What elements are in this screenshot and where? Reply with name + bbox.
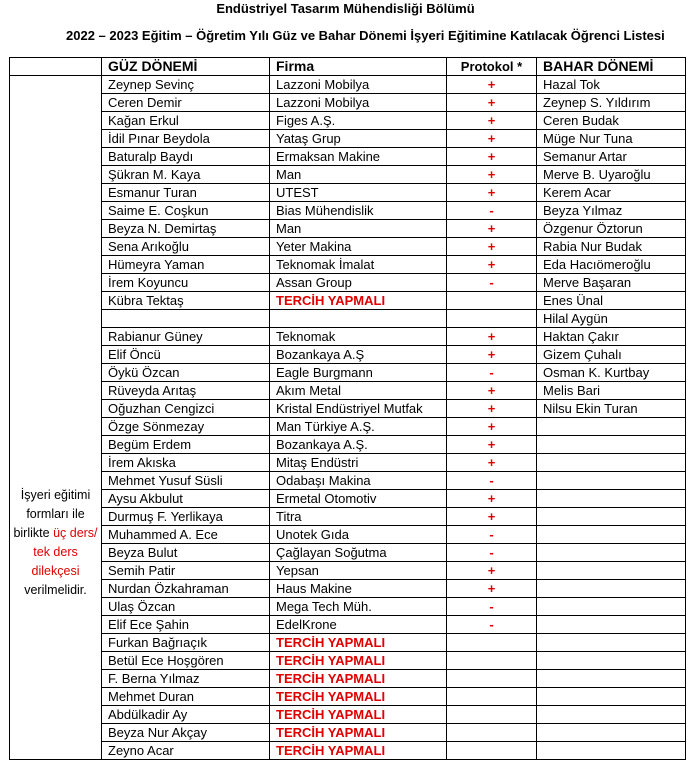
- protokol-mark: +: [447, 382, 537, 400]
- header-bahar: BAHAR DÖNEMİ: [537, 58, 686, 76]
- bahar-student: Kerem Acar: [537, 184, 686, 202]
- table-row: [10, 724, 686, 742]
- firma-name: Man Türkiye A.Ş.: [270, 418, 447, 436]
- firma-name: Mitaş Endüstri: [270, 454, 447, 472]
- guz-student: Begüm Erdem: [102, 436, 270, 454]
- guz-student: Zeynep Sevinç: [102, 76, 270, 94]
- bahar-student: [537, 670, 686, 688]
- protokol-mark: -: [447, 364, 537, 382]
- guz-student: Muhammed A. Ece: [102, 526, 270, 544]
- protokol-mark: +: [447, 112, 537, 130]
- protokol-mark: +: [447, 130, 537, 148]
- bahar-student: Rabia Nur Budak: [537, 238, 686, 256]
- table-body: [10, 76, 686, 760]
- protokol-mark: +: [447, 508, 537, 526]
- protokol-mark: [447, 724, 537, 742]
- table-row: [10, 544, 686, 562]
- bahar-student: Enes Ünal: [537, 292, 686, 310]
- bahar-student: [537, 526, 686, 544]
- table-row: [10, 688, 686, 706]
- firma-name: Unotek Gıda: [270, 526, 447, 544]
- table-row: [10, 292, 686, 310]
- guz-student: Sena Arıkoğlu: [102, 238, 270, 256]
- guz-student: Zeyno Acar: [102, 742, 270, 760]
- protokol-mark: +: [447, 328, 537, 346]
- guz-student: Rabianur Güney: [102, 328, 270, 346]
- bahar-student: [537, 742, 686, 760]
- firma-name: Bozankaya A.Ş: [270, 346, 447, 364]
- guz-student: Elif Öncü: [102, 346, 270, 364]
- table-row: [10, 310, 686, 328]
- protokol-mark: +: [447, 418, 537, 436]
- firma-name: Yeter Makina: [270, 238, 447, 256]
- table-row: [10, 184, 686, 202]
- side-note-part2: üç ders/ tek ders dilekçesi: [31, 526, 98, 579]
- firma-name: Kristal Endüstriyel Mutfak: [270, 400, 447, 418]
- bahar-student: Beyza Yılmaz: [537, 202, 686, 220]
- protokol-mark: +: [447, 256, 537, 274]
- guz-student: Beyza Bulut: [102, 544, 270, 562]
- guz-student: Oğuzhan Cengizci: [102, 400, 270, 418]
- table-row: [10, 526, 686, 544]
- bahar-student: [537, 490, 686, 508]
- guz-student: Kübra Tektaş: [102, 292, 270, 310]
- table-row: [10, 508, 686, 526]
- firma-name: Teknomak İmalat: [270, 256, 447, 274]
- bahar-student: Hilal Aygün: [537, 310, 686, 328]
- side-note-part1: İşyeri eğitimi formları ile birlikte: [13, 488, 91, 541]
- guz-student: Aysu Akbulut: [102, 490, 270, 508]
- guz-student: [102, 310, 270, 328]
- firma-name: TERCİH YAPMALI: [270, 670, 447, 688]
- bahar-student: Müge Nur Tuna: [537, 130, 686, 148]
- firma-name: UTEST: [270, 184, 447, 202]
- firma-name: TERCİH YAPMALI: [270, 706, 447, 724]
- guz-student: Beyza N. Demirtaş: [102, 220, 270, 238]
- firma-name: TERCİH YAPMALI: [270, 292, 447, 310]
- table-row: [10, 238, 686, 256]
- table-row: [10, 580, 686, 598]
- bahar-student: Nilsu Ekin Turan: [537, 400, 686, 418]
- header-firma: Firma: [270, 58, 447, 76]
- firma-name: Eagle Burgmann: [270, 364, 447, 382]
- table-row: [10, 652, 686, 670]
- protokol-mark: +: [447, 148, 537, 166]
- protokol-mark: -: [447, 616, 537, 634]
- bahar-student: [537, 562, 686, 580]
- firma-name: Odabaşı Makina: [270, 472, 447, 490]
- bahar-student: Merve B. Uyaroğlu: [537, 166, 686, 184]
- protokol-mark: +: [447, 490, 537, 508]
- table-row: [10, 220, 686, 238]
- firma-name: Assan Group: [270, 274, 447, 292]
- firma-name: TERCİH YAPMALI: [270, 724, 447, 742]
- bahar-student: Melis Bari: [537, 382, 686, 400]
- guz-student: Elif Ece Şahin: [102, 616, 270, 634]
- guz-student: İrem Akıska: [102, 454, 270, 472]
- protokol-mark: [447, 706, 537, 724]
- document-title: Endüstriyel Tasarım Mühendisliği Bölümü: [216, 1, 475, 16]
- firma-name: TERCİH YAPMALI: [270, 634, 447, 652]
- guz-student: Furkan Bağrıaçık: [102, 634, 270, 652]
- protokol-mark: [447, 292, 537, 310]
- table-row: [10, 382, 686, 400]
- guz-student: Mehmet Yusuf Süsli: [102, 472, 270, 490]
- bahar-student: [537, 706, 686, 724]
- table-row: [10, 418, 686, 436]
- guz-student: Öykü Özcan: [102, 364, 270, 382]
- table-row: [10, 364, 686, 382]
- bahar-student: Osman K. Kurtbay: [537, 364, 686, 382]
- table-row: [10, 598, 686, 616]
- bahar-student: Semanur Artar: [537, 148, 686, 166]
- guz-student: Betül Ece Hoşgören: [102, 652, 270, 670]
- empty-side-cell: [10, 76, 102, 328]
- protokol-mark: +: [447, 220, 537, 238]
- header-empty: [10, 58, 102, 76]
- protokol-mark: +: [447, 184, 537, 202]
- protokol-mark: -: [447, 544, 537, 562]
- bahar-student: Gizem Çuhalı: [537, 346, 686, 364]
- protokol-mark: [447, 670, 537, 688]
- guz-student: Hümeyra Yaman: [102, 256, 270, 274]
- guz-student: Abdülkadir Ay: [102, 706, 270, 724]
- bahar-student: Hazal Tok: [537, 76, 686, 94]
- firma-name: TERCİH YAPMALI: [270, 652, 447, 670]
- table-row: [10, 670, 686, 688]
- firma-name: Haus Makine: [270, 580, 447, 598]
- firma-name: Bozankaya A.Ş.: [270, 436, 447, 454]
- firma-name: Çağlayan Soğutma: [270, 544, 447, 562]
- bahar-student: [537, 454, 686, 472]
- protokol-mark: +: [447, 400, 537, 418]
- protokol-mark: [447, 310, 537, 328]
- protokol-mark: +: [447, 346, 537, 364]
- protokol-mark: [447, 652, 537, 670]
- student-list-table: [9, 57, 686, 760]
- firma-name: TERCİH YAPMALI: [270, 742, 447, 760]
- guz-student: Ceren Demir: [102, 94, 270, 112]
- protokol-mark: +: [447, 580, 537, 598]
- table-row: [10, 112, 686, 130]
- table-row: [10, 706, 686, 724]
- table-header-row: [10, 58, 686, 76]
- header-protokol: Protokol *: [447, 58, 537, 76]
- bahar-student: [537, 436, 686, 454]
- table-row: [10, 634, 686, 652]
- firma-name: [270, 310, 447, 328]
- firma-name: Ermetal Otomotiv: [270, 490, 447, 508]
- firma-name: EdelKrone: [270, 616, 447, 634]
- guz-student: Nurdan Özkahraman: [102, 580, 270, 598]
- table-row: [10, 436, 686, 454]
- guz-student: Mehmet Duran: [102, 688, 270, 706]
- protokol-mark: -: [447, 472, 537, 490]
- protokol-mark: +: [447, 454, 537, 472]
- protokol-mark: +: [447, 238, 537, 256]
- protokol-mark: +: [447, 436, 537, 454]
- protokol-mark: +: [447, 562, 537, 580]
- guz-student: Şükran M. Kaya: [102, 166, 270, 184]
- table-row: [10, 616, 686, 634]
- guz-student: Baturalp Baydı: [102, 148, 270, 166]
- bahar-student: Merve Başaran: [537, 274, 686, 292]
- table-row: [10, 472, 686, 490]
- table-row: [10, 202, 686, 220]
- table-row: [10, 328, 686, 346]
- table-row: [10, 490, 686, 508]
- table-row: [10, 400, 686, 418]
- protokol-mark: [447, 634, 537, 652]
- table-row: [10, 256, 686, 274]
- guz-student: Semih Patir: [102, 562, 270, 580]
- bahar-student: [537, 418, 686, 436]
- table-row: [10, 130, 686, 148]
- protokol-mark: +: [447, 166, 537, 184]
- firma-name: Ermaksan Makine: [270, 148, 447, 166]
- bahar-student: [537, 724, 686, 742]
- guz-student: F. Berna Yılmaz: [102, 670, 270, 688]
- table-row: [10, 274, 686, 292]
- guz-student: Esmanur Turan: [102, 184, 270, 202]
- guz-student: Rüveyda Arıtaş: [102, 382, 270, 400]
- protokol-mark: -: [447, 526, 537, 544]
- firma-name: Figes A.Ş.: [270, 112, 447, 130]
- protokol-mark: -: [447, 202, 537, 220]
- protokol-mark: -: [447, 274, 537, 292]
- bahar-student: [537, 508, 686, 526]
- firma-name: Bias Mühendislik: [270, 202, 447, 220]
- bahar-student: Zeynep S. Yıldırım: [537, 94, 686, 112]
- table-row: [10, 94, 686, 112]
- bahar-student: Haktan Çakır: [537, 328, 686, 346]
- header-guz: GÜZ DÖNEMİ: [102, 58, 270, 76]
- bahar-student: Ceren Budak: [537, 112, 686, 130]
- bahar-student: [537, 472, 686, 490]
- side-note: [10, 328, 102, 760]
- table-row: [10, 148, 686, 166]
- table-row: [10, 76, 686, 94]
- bahar-student: [537, 580, 686, 598]
- guz-student: Ulaş Özcan: [102, 598, 270, 616]
- firma-name: Lazzoni Mobilya: [270, 94, 447, 112]
- bahar-student: [537, 598, 686, 616]
- firma-name: Yepsan: [270, 562, 447, 580]
- guz-student: Kağan Erkul: [102, 112, 270, 130]
- guz-student: İrem Koyuncu: [102, 274, 270, 292]
- table-row: [10, 562, 686, 580]
- table-row: [10, 346, 686, 364]
- bahar-student: [537, 634, 686, 652]
- guz-student: Özge Sönmezay: [102, 418, 270, 436]
- firma-name: Titra: [270, 508, 447, 526]
- bahar-student: [537, 544, 686, 562]
- firma-name: TERCİH YAPMALI: [270, 688, 447, 706]
- bahar-student: Eda Hacıömeroğlu: [537, 256, 686, 274]
- protokol-mark: [447, 742, 537, 760]
- bahar-student: Özgenur Öztorun: [537, 220, 686, 238]
- table-row: [10, 454, 686, 472]
- protokol-mark: [447, 688, 537, 706]
- protokol-mark: +: [447, 76, 537, 94]
- firma-name: Man: [270, 220, 447, 238]
- guz-student: İdil Pınar Beydola: [102, 130, 270, 148]
- protokol-mark: -: [447, 598, 537, 616]
- guz-student: Beyza Nur Akçay: [102, 724, 270, 742]
- document-subtitle: 2022 – 2023 Eğitim – Öğretim Yılı Güz ve Bahar Dönemi İşyeri Eğitimine Katılacak Öğrenci Listesi: [66, 28, 665, 43]
- bahar-student: [537, 616, 686, 634]
- bahar-student: [537, 652, 686, 670]
- firma-name: Akım Metal: [270, 382, 447, 400]
- guz-student: Durmuş F. Yerlikaya: [102, 508, 270, 526]
- firma-name: Yataş Grup: [270, 130, 447, 148]
- guz-student: Saime E. Coşkun: [102, 202, 270, 220]
- table-row: [10, 166, 686, 184]
- bahar-student: [537, 688, 686, 706]
- side-note-part3: verilmelidir.: [24, 583, 87, 598]
- firma-name: Teknomak: [270, 328, 447, 346]
- firma-name: Man: [270, 166, 447, 184]
- protokol-mark: +: [447, 94, 537, 112]
- firma-name: Lazzoni Mobilya: [270, 76, 447, 94]
- firma-name: Mega Tech Müh.: [270, 598, 447, 616]
- table-row: [10, 742, 686, 760]
